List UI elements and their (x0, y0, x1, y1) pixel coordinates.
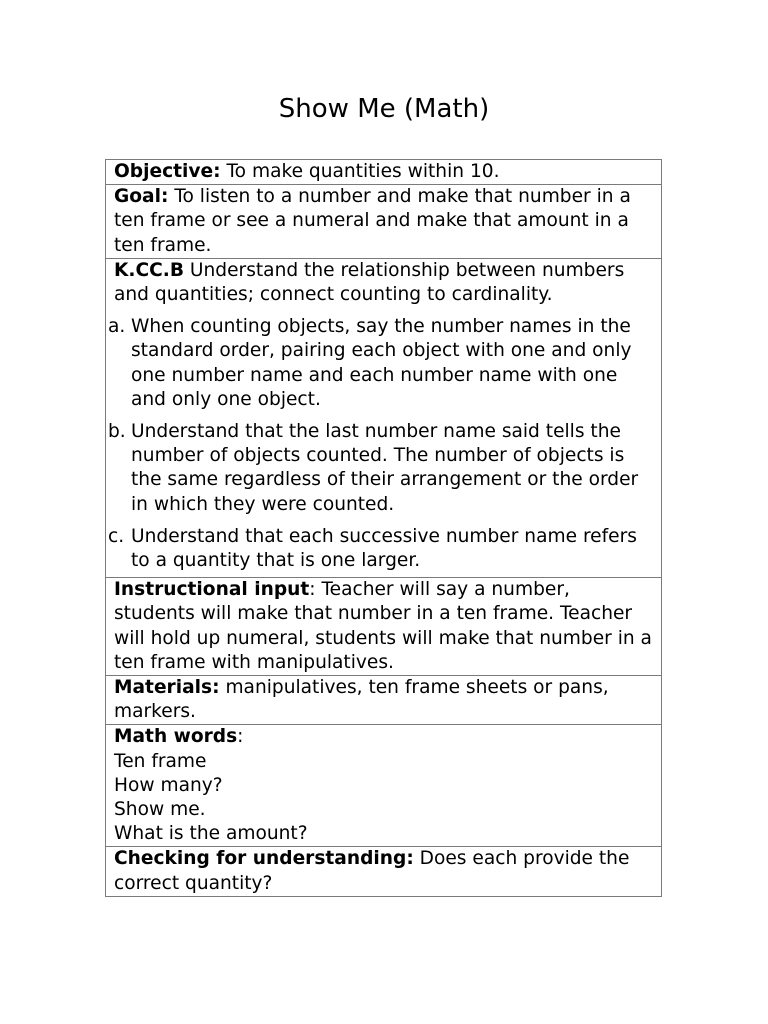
standard-item (106, 525, 654, 573)
math-words-heading (114, 725, 654, 749)
standard-row (106, 258, 662, 577)
math-words-label: Math words (114, 726, 238, 748)
standard-item (106, 315, 654, 412)
document-title: Show Me (Math) (278, 94, 490, 124)
math-word: What is the amount? (114, 823, 308, 845)
objective-cell (106, 160, 662, 185)
checking-text: Does each provide the correct quantity? (114, 848, 630, 894)
standard-list (106, 315, 654, 573)
instructional-input-text: : Teacher will say a number, students will make that number in a ten frame. Teacher will hold up numeral, students will make that number in a ten frame with manipulatives. (114, 579, 652, 673)
standard-item-text: Understand that each successive number name refers to a quantity that is one larger. (131, 525, 637, 572)
materials-cell (106, 676, 662, 725)
standard-cell (106, 258, 662, 577)
objective-label: Objective: (114, 161, 221, 182)
math-words-colon: : (237, 726, 244, 748)
goal-text: To listen to a number and make that number in a ten frame or see a numeral and make that amount in a ten frame. (114, 186, 631, 256)
instructional-input-row (106, 578, 662, 676)
standard-intro (114, 259, 654, 307)
objective-text: To make quantities within 10. (220, 161, 500, 182)
checking-label: Checking for understanding: (114, 848, 414, 870)
goal-cell (106, 185, 662, 259)
instructional-input-label: Instructional input (114, 579, 310, 601)
math-word: Ten frame (114, 750, 207, 772)
checking-cell (106, 847, 662, 896)
materials-row (106, 676, 662, 725)
standard-label: K.CC.B (114, 259, 184, 281)
standard-text: Understand the relationship between numbers and quantities; connect counting to cardinality. (114, 259, 625, 306)
math-words-cell (106, 725, 662, 847)
standard-item-text: When counting objects, say the number names in the standard order, pairing each object with one and only one number name and each number name with one and only one object. (131, 316, 632, 410)
goal-label: Goal: (114, 186, 169, 208)
standard-item-text: Understand that the last number name said tells the number of objects counted. The number of objects is the same regardless of their arrangement or the order in which they were counted. (131, 421, 639, 515)
standard-item-marker: b. (108, 421, 126, 443)
math-words-row (106, 725, 662, 847)
materials-label: Materials: (114, 677, 220, 699)
lesson-plan-table (105, 159, 662, 897)
materials-text: manipulatives, ten frame sheets or pans, markers. (114, 677, 609, 723)
standard-item-marker: c. (108, 525, 125, 547)
objective-row (106, 160, 662, 185)
standard-item-marker: a. (108, 316, 126, 338)
instructional-input-cell (106, 578, 662, 676)
math-word: How many? (114, 774, 223, 796)
checking-row (106, 847, 662, 896)
goal-row (106, 185, 662, 259)
math-word: Show me. (114, 799, 206, 821)
standard-item (106, 420, 654, 517)
